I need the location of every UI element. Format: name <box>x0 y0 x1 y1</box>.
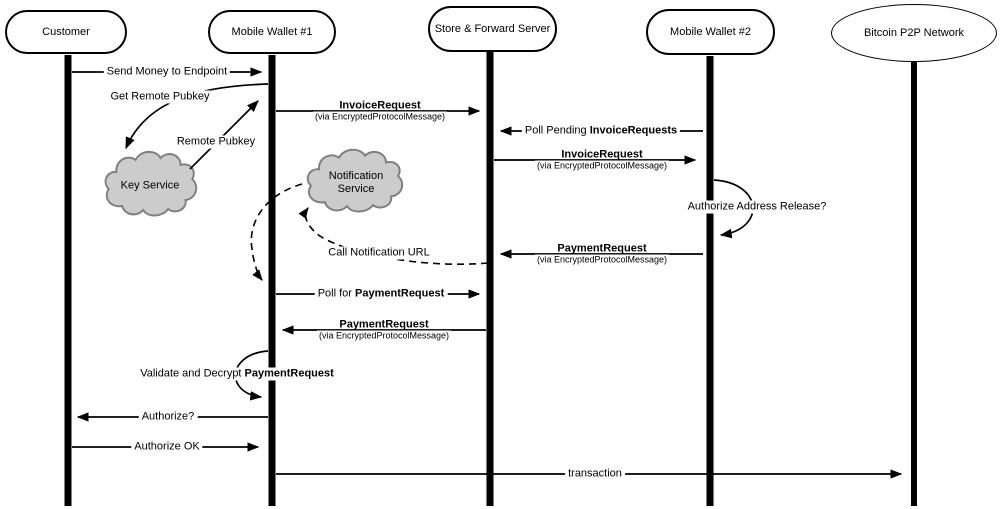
message-validate-decrypt-bold: PaymentRequest <box>244 367 334 380</box>
message-payment-request-2 <box>317 319 451 342</box>
actor-mobile-wallet-1 <box>208 10 336 54</box>
actor-store-forward-server-label: Store & Forward Server <box>434 23 551 35</box>
actor-store-forward-server <box>428 6 557 52</box>
message-poll-pending-bold: InvoiceRequests <box>589 124 678 137</box>
actor-bitcoin-p2p-network-label: Bitcoin P2P Network <box>863 27 965 39</box>
arrow-notify-wallet-1 <box>251 184 302 280</box>
message-poll-for-payment-prefix: Poll for <box>317 287 356 300</box>
actor-bitcoin-p2p-network <box>831 4 997 62</box>
actor-customer <box>5 10 127 54</box>
cloud-key-service-label: Key Service <box>120 179 180 192</box>
message-invoice-request-2 <box>535 149 669 172</box>
message-payment-request-1 <box>535 243 669 266</box>
message-payment-request-2-title: PaymentRequest <box>339 318 429 331</box>
message-invoice-request-2-title: InvoiceRequest <box>561 148 643 161</box>
message-invoice-request-2-via: (via EncryptedProtocolMessage) <box>536 160 668 171</box>
message-invoice-request-1-title: InvoiceRequest <box>339 99 421 112</box>
message-validate-decrypt-prefix: Validate and Decrypt <box>140 367 245 380</box>
actor-mobile-wallet-2 <box>646 9 775 55</box>
actor-customer-label: Customer <box>42 26 90 38</box>
message-authorize-question: Authorize? <box>139 411 198 424</box>
message-poll-pending <box>522 125 680 138</box>
message-remote-pubkey: Remote Pubkey <box>174 136 258 149</box>
message-poll-for-payment-bold: PaymentRequest <box>355 287 445 300</box>
message-payment-request-1-title: PaymentRequest <box>557 242 647 255</box>
cloud-notification-service-label: Notification Service <box>328 170 384 195</box>
message-transaction: transaction <box>565 468 625 481</box>
message-poll-for-payment <box>315 288 448 301</box>
message-payment-request-1-via: (via EncryptedProtocolMessage) <box>536 254 668 265</box>
actor-mobile-wallet-2-label: Mobile Wallet #2 <box>670 26 751 38</box>
message-invoice-request-1-via: (via EncryptedProtocolMessage) <box>314 111 446 122</box>
message-call-notification-url: Call Notification URL <box>325 247 432 260</box>
message-get-remote-pubkey: Get Remote Pubkey <box>107 91 212 104</box>
message-authorize-ok: Authorize OK <box>131 441 202 454</box>
message-validate-decrypt <box>137 368 337 381</box>
message-poll-pending-prefix: Poll Pending <box>524 124 590 137</box>
message-payment-request-2-via: (via EncryptedProtocolMessage) <box>318 330 450 341</box>
message-authorize-address-release: Authorize Address Release? <box>685 201 830 214</box>
actor-mobile-wallet-1-label: Mobile Wallet #1 <box>231 26 313 38</box>
message-invoice-request-1 <box>313 100 447 123</box>
message-send-money: Send Money to Endpoint <box>104 66 230 79</box>
